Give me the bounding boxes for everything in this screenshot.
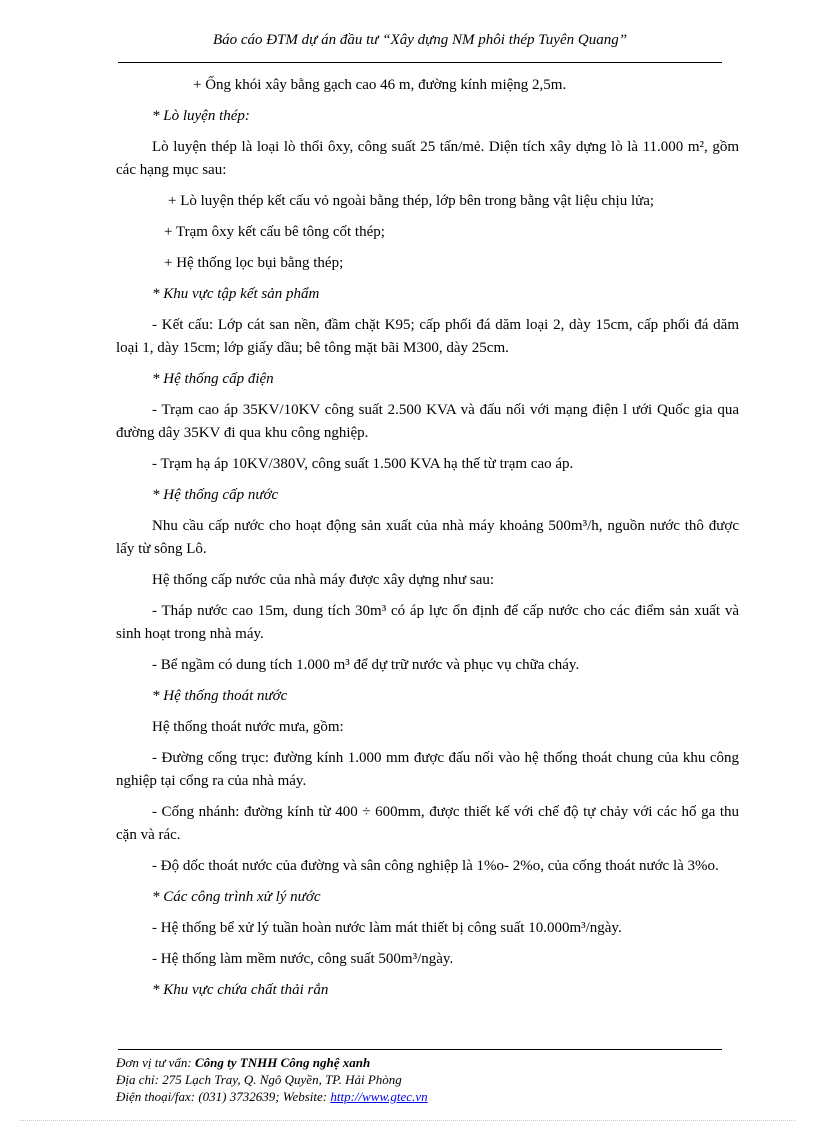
section-heading: * Hệ thống cấp điện	[152, 371, 274, 387]
page-footer	[116, 1054, 428, 1105]
paragraph: - Cống nhánh: đường kính từ 400 ÷ 600mm, được thiết kế với chế độ tự chảy với các hố ga thu cặn và rác.	[116, 804, 739, 843]
document-body	[116, 74, 739, 1002]
consultant-name: Công ty TNHH Công nghệ xanh	[195, 1055, 371, 1070]
contact-prefix: Điện thoại/fax: (031) 3732639; Website:	[116, 1089, 331, 1104]
paragraph: - Trạm cao áp 35KV/10KV công suất 2.500 KVA và đấu nối với mạng điện l ưới Quốc gia qua đường dây 35KV đi qua khu công nghiệp.	[116, 402, 739, 441]
list-item: + Lò luyện thép kết cấu vỏ ngoài bằng thép, lớp bên trong bằng vật liệu chịu lửa;	[168, 193, 655, 209]
section-heading: * Hệ thống cấp nước	[152, 487, 279, 503]
header-divider	[118, 62, 722, 63]
paragraph: - Hệ thống bể xử lý tuần hoàn nước làm mát thiết bị công suất 10.000m³/ngày.	[152, 920, 622, 936]
paragraph: - Đường cống trục: đường kính 1.000 mm được đấu nối vào hệ thống thoát chung của khu công nghiệp tại cổng ra của nhà máy.	[116, 750, 739, 789]
section-heading: * Khu vực chứa chất thải rắn	[152, 982, 329, 998]
list-item: + Hệ thống lọc bụi bằng thép;	[164, 255, 344, 271]
section-heading: * Lò luyện thép:	[152, 108, 250, 124]
section-heading: * Các công trình xử lý nước	[152, 889, 321, 905]
paragraph: Hệ thống thoát nước mưa, gồm:	[152, 719, 344, 735]
paragraph: Nhu cầu cấp nước cho hoạt động sản xuất của nhà máy khoảng 500m³/h, nguồn nước thô được lấy từ sông Lô.	[116, 518, 739, 557]
section-heading: * Hệ thống thoát nước	[152, 688, 288, 704]
paragraph: - Độ dốc thoát nước của đường và sân công nghiệp là 1%o- 2%o, của cống thoát nước là 3%o.	[152, 858, 719, 874]
footer-divider	[118, 1049, 722, 1050]
page-edge-divider	[20, 1120, 796, 1121]
paragraph: - Hệ thống làm mềm nước, công suất 500m³/ngày.	[152, 951, 454, 967]
footer-address: Địa chỉ: 275 Lạch Tray, Q. Ngô Quyền, TP. Hải Phòng	[116, 1072, 402, 1087]
paragraph: - Bể ngầm có dung tích 1.000 m³ để dự trữ nước và phục vụ chữa cháy.	[152, 657, 580, 673]
paragraph: Lò luyện thép là loại lò thổi ôxy, công suất 25 tấn/mẻ. Diện tích xây dựng lò là 11.000 m², gồm các hạng mục sau:	[116, 139, 739, 178]
paragraph: - Trạm hạ áp 10KV/380V, công suất 1.500 KVA hạ thế từ trạm cao áp.	[152, 456, 574, 472]
paragraph: Hệ thống cấp nước của nhà máy được xây dựng như sau:	[152, 572, 495, 588]
consultant-label: Đơn vị tư vấn:	[116, 1055, 196, 1070]
section-heading: * Khu vực tập kết sản phẩm	[152, 286, 320, 302]
paragraph: - Tháp nước cao 15m, dung tích 30m³ có áp lực ổn định để cấp nước cho các điểm sản xuất và sinh hoạt trong nhà máy.	[116, 603, 739, 642]
website-link[interactable]: http://www.gtec.vn	[330, 1089, 428, 1104]
list-item: + Trạm ôxy kết cấu bê tông cốt thép;	[164, 224, 385, 240]
page-header-title: Báo cáo ĐTM dự án đầu tư “Xây dựng NM phôi thép Tuyên Quang”	[212, 32, 628, 48]
paragraph: - Kết cấu: Lớp cát san nền, đầm chặt K95; cấp phối đá dăm loại 2, dày 15cm, cấp phối đá dăm loại 1, dày 15cm; lớp giấy dầu; bê tông mặt bãi M300, dày 25cm.	[116, 317, 739, 356]
paragraph: + Ống khói xây bằng gạch cao 46 m, đường kính miệng 2,5m.	[193, 77, 567, 93]
footer-consultant	[116, 1054, 428, 1071]
footer-contact	[116, 1088, 428, 1105]
